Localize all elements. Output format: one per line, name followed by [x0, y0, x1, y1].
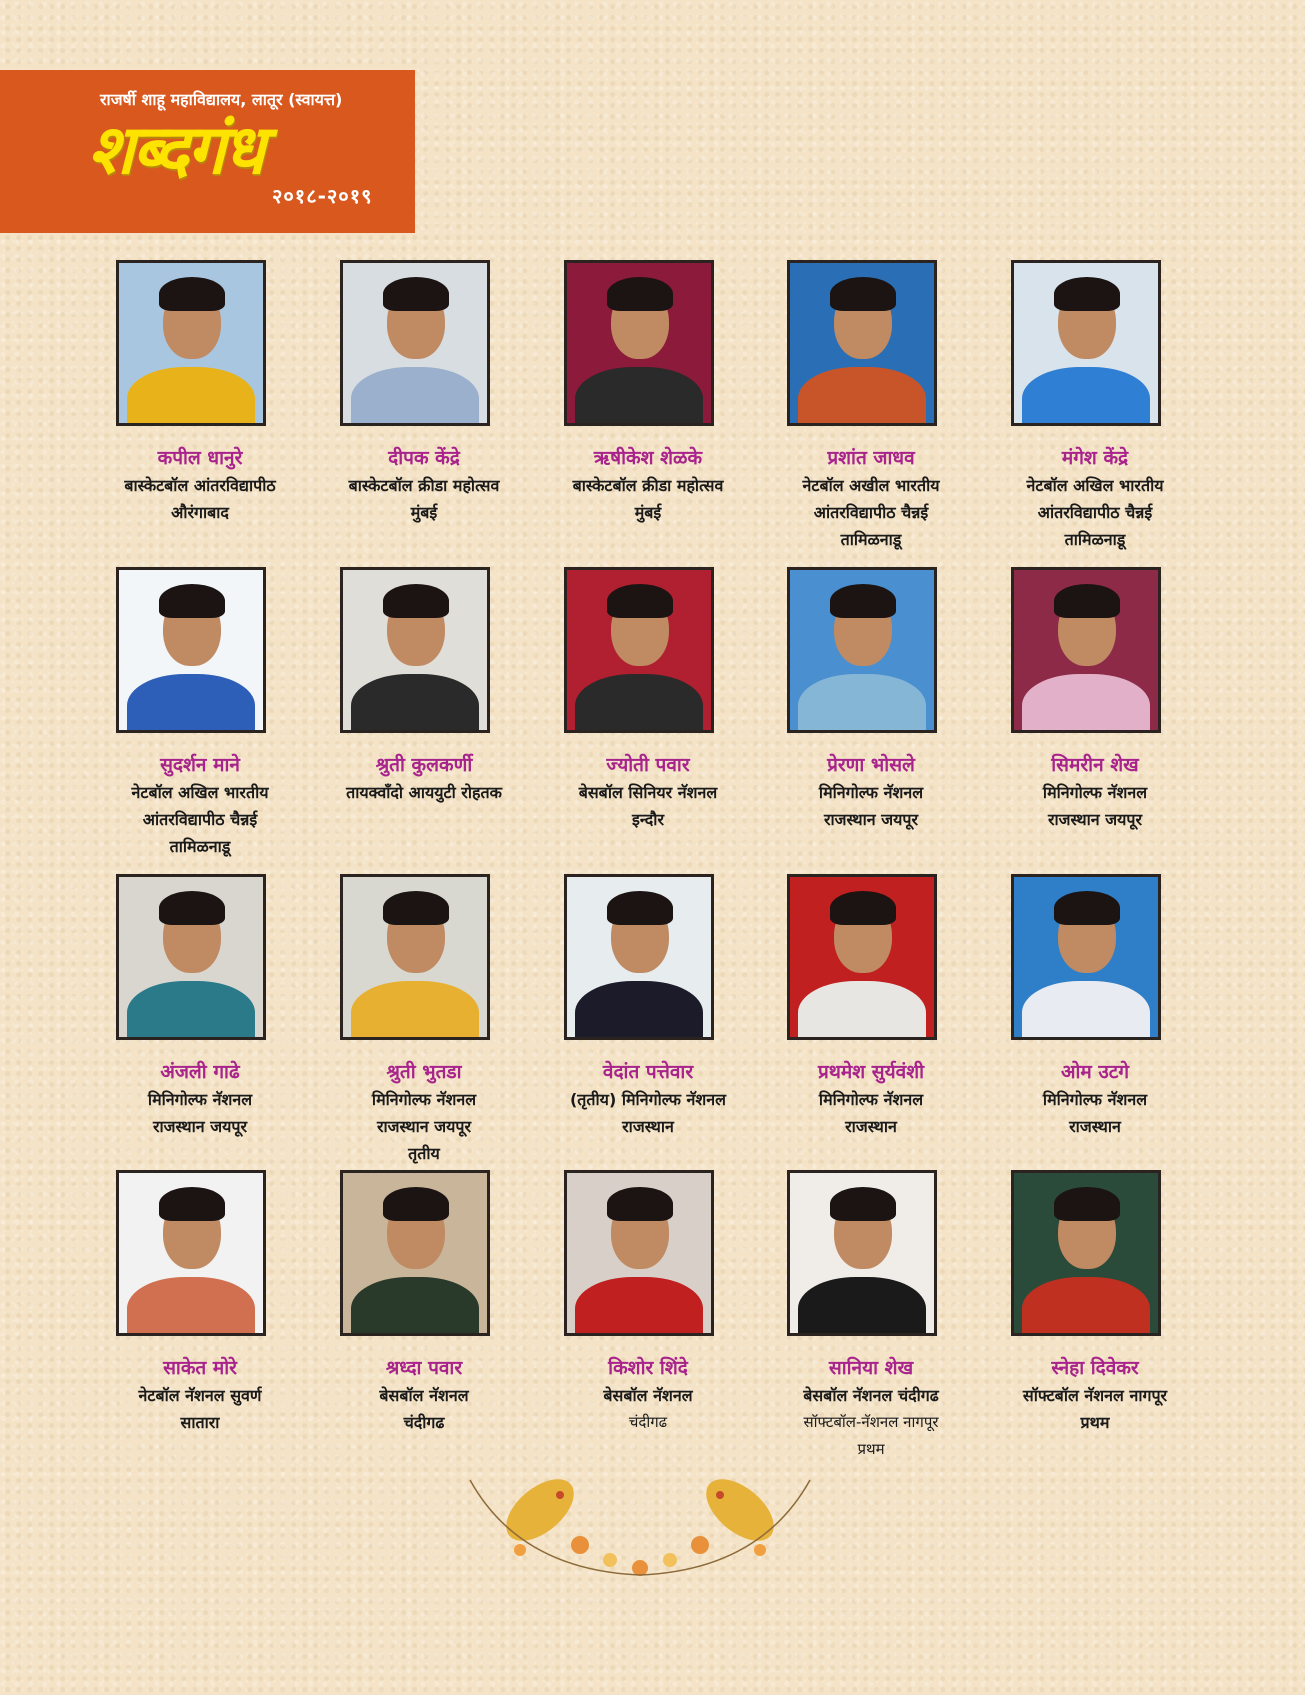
achievement-line: तामिळनाडू: [169, 837, 231, 856]
portrait-hair-icon: [1054, 1187, 1120, 1221]
student-name: ज्योती पवार: [606, 754, 690, 776]
student-card: [80, 260, 320, 560]
student-card: [80, 874, 320, 1174]
achievement-line: बेसबॉल नॅशनल चंदीगढ: [803, 1386, 939, 1405]
student-photo: [340, 260, 490, 426]
portrait-hair-icon: [159, 277, 225, 311]
student-photo: [1011, 1170, 1161, 1336]
achievement-text: [975, 779, 1215, 833]
portrait-body-icon: [798, 981, 926, 1040]
student-name: सुदर्शन माने: [160, 754, 240, 776]
portrait-hair-icon: [383, 1187, 449, 1221]
student-name: सिमरीन शेख: [1051, 754, 1139, 776]
student-name: साकेत मोरे: [163, 1357, 237, 1379]
achievement-line: मिनिगोल्फ नॅशनल: [1042, 783, 1148, 802]
achievement-line: तायक्वाँदो आययुटी रोहतक: [346, 783, 502, 802]
portrait-body-icon: [1022, 674, 1150, 733]
student-card: [304, 260, 544, 560]
achievement-line: मिनिगोल्फ नॅशनल: [147, 1090, 253, 1109]
portrait-body-icon: [351, 674, 479, 733]
student-card: [80, 1170, 320, 1470]
magazine-logo: शब्दगंध: [88, 110, 264, 190]
student-card: [80, 567, 320, 867]
achievement-line: सॉफ्टबॉल-नॅशनल नागपूर: [803, 1413, 939, 1431]
student-name: श्रुती कुलकर्णी: [375, 754, 473, 776]
achievement-line: मिनिगोल्फ नॅशनल: [1042, 1090, 1148, 1109]
portrait-body-icon: [351, 1277, 479, 1336]
achievement-line: मिनिगोल्फ नॅशनल: [818, 1090, 924, 1109]
portrait-hair-icon: [830, 1187, 896, 1221]
student-card: [975, 1170, 1215, 1470]
achievement-line: बास्केटबॉल क्रीडा महोत्सव: [348, 476, 500, 495]
student-card: [751, 874, 991, 1174]
portrait-hair-icon: [830, 584, 896, 618]
achievement-line: चंदीगढ: [628, 1413, 668, 1431]
achievement-text: [751, 779, 991, 833]
achievement-line: नेटबॉल अखिल भारतीय: [131, 783, 269, 802]
portrait-body-icon: [1022, 367, 1150, 426]
student-photo: [1011, 874, 1161, 1040]
student-name: अंजली गाढे: [160, 1061, 240, 1083]
achievement-line: मिनिगोल्फ नॅशनल: [818, 783, 924, 802]
portrait-body-icon: [575, 1277, 703, 1336]
portrait-body-icon: [127, 674, 255, 733]
portrait-hair-icon: [383, 277, 449, 311]
achievement-line: राजस्थान जयपूर: [1047, 810, 1143, 829]
achievement-line: बास्केटबॉल आंतरविद्यापीठ: [124, 476, 276, 495]
student-card: [304, 874, 544, 1174]
portrait-hair-icon: [383, 584, 449, 618]
portrait-hair-icon: [1054, 277, 1120, 311]
achievement-line: चंदीगढ: [403, 1413, 445, 1432]
achievement-line: राजस्थान: [622, 1117, 674, 1136]
student-name: प्रशांत जाधव: [827, 447, 915, 469]
portrait-body-icon: [575, 367, 703, 426]
achievement-line: बेसबॉल सिनियर नॅशनल: [578, 783, 718, 802]
achievement-text: [80, 472, 320, 526]
portrait-hair-icon: [607, 277, 673, 311]
student-card: [751, 260, 991, 560]
achievement-line: राजस्थान: [845, 1117, 897, 1136]
student-photo: [564, 260, 714, 426]
student-name: प्रथमेश सुर्यवंशी: [817, 1061, 925, 1083]
student-name: श्रुती भुतडा: [386, 1061, 462, 1083]
student-name: किशोर शिंदे: [608, 1357, 688, 1379]
achievement-text: [304, 779, 544, 806]
achievement-line: मुंबई: [410, 503, 438, 522]
student-photo: [1011, 260, 1161, 426]
achievement-text: [528, 472, 768, 526]
portrait-hair-icon: [830, 891, 896, 925]
achievement-text: [751, 472, 991, 553]
student-photo: [116, 567, 266, 733]
portrait-hair-icon: [159, 1187, 225, 1221]
achievement-line: सातारा: [180, 1413, 220, 1432]
student-photo: [564, 1170, 714, 1336]
portrait-hair-icon: [1054, 891, 1120, 925]
student-name: प्रेरणा भोसले: [827, 754, 915, 776]
student-name: सानिया शेख: [828, 1357, 914, 1379]
achievement-line: तृतीय: [408, 1144, 440, 1163]
flower-ornament-icon: [470, 1467, 810, 1576]
portrait-body-icon: [127, 1277, 255, 1336]
portrait-body-icon: [575, 981, 703, 1040]
student-card: [751, 567, 991, 867]
student-name: वेदांत पत्तेवार: [602, 1061, 694, 1083]
portrait-body-icon: [127, 981, 255, 1040]
portrait-body-icon: [351, 367, 479, 426]
portrait-body-icon: [798, 367, 926, 426]
achievement-line: आंतरविद्यापीठ चैन्नई: [1037, 503, 1153, 522]
portrait-hair-icon: [1054, 584, 1120, 618]
student-photo: [787, 874, 937, 1040]
masthead-banner: [0, 70, 415, 233]
achievement-line: मिनिगोल्फ नॅशनल: [371, 1090, 477, 1109]
achievement-line: तामिळनाडू: [840, 530, 902, 549]
achievement-line: आंतरविद्यापीठ चैन्नई: [813, 503, 929, 522]
portrait-body-icon: [127, 367, 255, 426]
achievement-text: [751, 1086, 991, 1140]
student-card: [304, 567, 544, 867]
portrait-body-icon: [798, 674, 926, 733]
student-name: मंगेश केंद्रे: [1061, 447, 1129, 469]
achievement-line: राजस्थान: [1069, 1117, 1121, 1136]
achievement-text: [304, 1086, 544, 1167]
student-photo: [564, 567, 714, 733]
portrait-body-icon: [351, 981, 479, 1040]
student-card: [528, 567, 768, 867]
portrait-body-icon: [1022, 981, 1150, 1040]
achievement-line: बेसबॉल नॅशनल: [603, 1386, 693, 1405]
achievement-text: [304, 472, 544, 526]
achievement-line: प्रथम: [857, 1440, 885, 1458]
achievement-line: प्रथम: [1080, 1413, 1110, 1432]
achievement-line: मुंबई: [634, 503, 662, 522]
achievement-text: [975, 1086, 1215, 1140]
student-name: श्रध्दा पवार: [385, 1357, 463, 1379]
magazine-year: २०१८-२०१९: [272, 184, 373, 208]
student-card: [975, 874, 1215, 1174]
student-name: कपील धानुरे: [157, 447, 243, 469]
achievement-line: (तृतीय) मिनिगोल्फ नॅशनल: [569, 1090, 726, 1109]
achievement-text: [80, 1382, 320, 1436]
achievement-text: [528, 1086, 768, 1140]
achievement-line: नेटबॉल नॅशनल सुवर्ण: [138, 1386, 262, 1405]
student-photo: [564, 874, 714, 1040]
portrait-body-icon: [798, 1277, 926, 1336]
achievement-line: इन्दौर: [632, 810, 664, 829]
portrait-hair-icon: [830, 277, 896, 311]
achievement-line: नेटबॉल अखिल भारतीय: [1026, 476, 1164, 495]
portrait-hair-icon: [607, 584, 673, 618]
student-name: स्नेहा दिवेकर: [1051, 1357, 1139, 1379]
student-photo: [116, 874, 266, 1040]
student-card: [304, 1170, 544, 1470]
student-photo: [116, 1170, 266, 1336]
portrait-hair-icon: [159, 891, 225, 925]
achievement-line: तामिळनाडू: [1064, 530, 1126, 549]
achievement-line: राजस्थान जयपूर: [823, 810, 919, 829]
student-photo: [787, 260, 937, 426]
student-card: [975, 567, 1215, 867]
student-name: ऋषीकेश शेळके: [593, 447, 703, 469]
achievement-text: [975, 472, 1215, 553]
achievement-line: सॉफ्टबॉल नॅशनल नागपूर: [1022, 1386, 1168, 1405]
student-photo: [787, 1170, 937, 1336]
student-photo: [1011, 567, 1161, 733]
student-card: [528, 260, 768, 560]
achievement-line: बास्केटबॉल क्रीडा महोत्सव: [572, 476, 724, 495]
achievement-text: [80, 779, 320, 860]
achievement-text: [80, 1086, 320, 1140]
college-name: राजर्षी शाहू महाविद्यालय, लातूर (स्वायत्त): [100, 90, 343, 109]
student-card: [975, 260, 1215, 560]
student-photo: [340, 1170, 490, 1336]
achievement-line: औरंगाबाद: [171, 503, 229, 522]
student-name: दीपक केंद्रे: [388, 447, 460, 469]
student-photo: [340, 567, 490, 733]
student-photo: [340, 874, 490, 1040]
achievement-line: आंतरविद्यापीठ चैन्नई: [142, 810, 258, 829]
achievement-line: राजस्थान जयपूर: [152, 1117, 248, 1136]
achievement-line: राजस्थान जयपूर: [376, 1117, 472, 1136]
student-name: ओम उटगे: [1060, 1061, 1130, 1083]
achievement-text: [528, 779, 768, 833]
student-photo: [787, 567, 937, 733]
portrait-hair-icon: [159, 584, 225, 618]
portrait-body-icon: [1022, 1277, 1150, 1336]
floral-ornament: [460, 1440, 820, 1590]
achievement-line: नेटबॉल अखील भारतीय: [802, 476, 940, 495]
portrait-body-icon: [575, 674, 703, 733]
student-card: [751, 1170, 991, 1470]
student-card: [528, 874, 768, 1174]
achievement-text: [304, 1382, 544, 1436]
portrait-hair-icon: [607, 891, 673, 925]
achievement-text: [975, 1382, 1215, 1436]
student-card: [528, 1170, 768, 1470]
student-photo: [116, 260, 266, 426]
portrait-hair-icon: [383, 891, 449, 925]
achievement-text: [528, 1382, 768, 1436]
portrait-hair-icon: [607, 1187, 673, 1221]
achievement-line: बेसबॉल नॅशनल: [379, 1386, 469, 1405]
